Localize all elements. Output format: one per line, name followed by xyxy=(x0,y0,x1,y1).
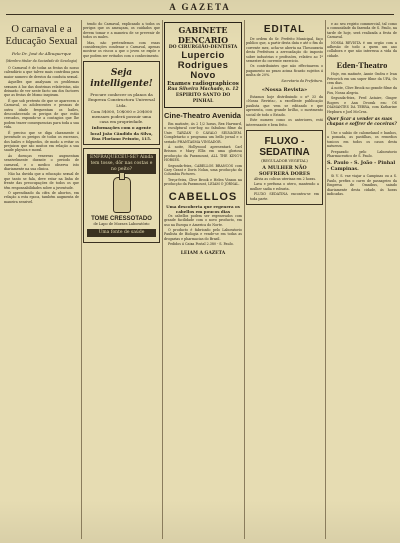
fluxo-paragraph: FLUXO SEDATINA encontra-se em toda parte. xyxy=(250,192,319,201)
cinema-paragraph: Terça-feira, Clive Brook e Helen Vinson na producção da Paramount, LEIAM O JORNAL. xyxy=(164,177,242,187)
coceiras-headline: Quer ficar a vender as suas chapas e soffrer de coceiras? xyxy=(327,116,397,128)
carnaval-headline: O carnaval e a Educação Sexual xyxy=(5,24,78,47)
column-5 xyxy=(327,22,397,539)
cressotado-ad xyxy=(83,148,160,243)
article-paragraph: O aprendizado da cifra de abortos, em relação a esta epoca, também augmenta de maneira sensivel. xyxy=(4,190,79,204)
article-byline: Pelo Dr. José de Albuquerque xyxy=(11,51,72,56)
ad-paragraph: Procure conhecer os planos da Empreza Constructora Universal Ltda. xyxy=(88,92,155,108)
nossa-revista-headline: «Nossa Revista» xyxy=(261,87,308,94)
cabellos-body xyxy=(164,214,242,247)
eden-paragraph: Segunda-feira, Fred Astaire, Ginger Rogers e Ann Dvorak em: OS DIAMANTES DA TERRA, com Katharine Hepburn e Joel McCrea. xyxy=(327,96,397,114)
article-paragraph: É que sob pretexto de que se aparecem o Carnaval, os adolescentes e pessoas de outra idade frequentam os bailes, desconhecendo os perigos de que estão cercados, expondo-se a contagios que lhe podem trazer consequencias para toda a sua vida. xyxy=(4,98,79,130)
article-paragraph: e ao seu registo commercial, tal como a comunidade da fazenda de S. Paulo, na tarde de hoje, será realizada a festa de Carnaval. xyxy=(327,22,397,40)
revista-paragraph: Este numero como os anteriores, está interessante e bem feito. xyxy=(246,118,323,127)
cressotado-maker: de Lapo de Moraes Laboratório xyxy=(93,222,150,227)
nossa-revista-body xyxy=(246,95,323,127)
cinema-paragraph: Em matinée, ás 2 1/2 horas, Rex Harward, o esculptural cow-boy, no fabuloso filme da Univ. TARZAN O CAVALO SELVAGEM. Completarão o programa um bello jornal e o seriado PHANTASMA VINGADOR. xyxy=(164,122,242,144)
eden-paragraph: Hoje, em matinée, Annie Ondra e Ivan Petrovich em um super filme da UFA, Os cem dias. xyxy=(327,72,397,86)
edital-signature: Secretaria da Prefeitura. xyxy=(281,78,323,83)
column-2 xyxy=(83,22,160,539)
article-paragraph: Mas, não pretendemos com essas considerações condenar o Carnaval, apenas mostrar os riscos a que o joven se expõe e que podem ser evitados com o conhecimento. xyxy=(83,40,160,58)
dentist-exams: Exames radiographicos xyxy=(167,81,239,87)
seja-headline: Seja intelligente! xyxy=(90,68,153,90)
revista-paragraph: Estamos hoje distribuindo o nº 33 da «Nossa Revista», a excellente publicação paulista que vem se editando e que apresenta, com grande brilho, o movimento social de todo o Estado. xyxy=(246,95,323,117)
column-3 xyxy=(164,22,242,539)
dentist-town: ESPIRITO SANTO DO PINHAL xyxy=(175,93,231,104)
dentist-name: Lupercio Rodrigues Novo xyxy=(177,50,229,81)
masthead xyxy=(0,2,400,16)
column-divider xyxy=(162,20,163,539)
fluxo-paragraph: Lava e perfuma o utero, mantendo a mulher sadia e robusta. xyxy=(250,182,319,191)
ad-paragraph: Com 5$000, 10$000 e 20$000 mensaes poderá possuir uma casa em propriedade. xyxy=(90,108,153,125)
article-paragraph: NOSSA REVISTA é um orgão com a adhesão de todo a quem um ano collabora e que não interessa a vida da cidade. xyxy=(327,40,397,58)
newspaper-title: A GAZETA xyxy=(169,2,231,12)
column-5-top xyxy=(327,22,397,58)
dentist-address: Rua Silveira Machado, n. 12 xyxy=(167,87,239,92)
cinema-body xyxy=(164,122,242,187)
coceiras-paragraph: Preparado pelo Laboratorio Pharmaceutico de S. Paulo. xyxy=(327,149,397,158)
seja-body xyxy=(87,92,156,141)
fluxo-body xyxy=(250,177,319,201)
cabellos-headline: CABELLOS xyxy=(168,190,238,203)
dentist-subtitle: DO CIRURGIÃO-DENTISTA xyxy=(168,45,238,50)
seja-intelligente-ad xyxy=(83,61,160,145)
cinema-headline: Cine-Theatro Avenida xyxy=(164,111,241,120)
column-divider xyxy=(81,20,82,539)
byline-note: (Membro titular da Sociedade de Sexologia) xyxy=(5,59,78,63)
carnaval-article-continuation xyxy=(83,22,160,58)
dentist-title: GABINETE DENCARIO xyxy=(177,25,229,45)
column-4 xyxy=(246,22,323,539)
column-divider xyxy=(325,20,326,539)
eden-paragraph: Á noite, Clive Brook no grande filme da Fox, Nossa alegria. xyxy=(327,86,397,95)
article-paragraph: O Carnaval é de todas as festas do nosso calendário a que talvez mais contribua para maior numero de desvios da conduta sexual. xyxy=(4,66,79,79)
article-paragraph: tendo do Carnaval, explicando a todos os perigos que os ameaçam, os cuidados que devem tomar e a maneira de se prevenir de todos os males. xyxy=(83,22,160,40)
route-headline: S. Paulo - S. João - Pinhal - Campinas. xyxy=(327,160,396,173)
fluxo-regulator: (REGULADOR VEGETAL) xyxy=(261,158,308,163)
fluxo-headline: FLUXO - SEDATINA xyxy=(259,135,310,158)
edital-paragraph: Os contribuintes que não effectuarem o pagamento no prazo acima ficarão sujeitos á multa de 20%. xyxy=(246,64,323,78)
route-body xyxy=(327,174,397,196)
cressotado-product: TOME CRESSOTADO xyxy=(91,216,152,223)
cressotado-top: ENFRAQUECEU-SE? Ainda tem tosse, dôr nas costas e no peito? xyxy=(87,154,156,174)
ad-paragraph: Informações com o agente local João Cândido da Silva, Rua Floriano Peixoto, 115. xyxy=(90,125,153,141)
fluxo-paragraph: Alivia as colicas uterinas em 2 horas. xyxy=(254,176,317,181)
cabellos-subheadline: Uma descoberta que regenera os cabellos em poucos dias xyxy=(166,203,240,214)
column-divider xyxy=(244,20,245,539)
eden-body xyxy=(327,72,397,114)
cabellos-paragraph: O producto é fabricado pelo Laboratorio Paulista de Biologia e vende-se em todas as drogarias e pharmacias do Brasil. xyxy=(164,227,242,241)
cinema-paragraph: Segunda-feira, CABELLOS BRANCOS com Cary Grant e Doris Nolan, uma producção da Columbia Pictures. xyxy=(164,163,242,177)
cabellos-paragraph: Pedidos á Caixa Postal 2.380 - S. Paulo. xyxy=(168,242,234,247)
medicine-bottle-icon xyxy=(113,177,131,213)
cressotado-bottom: Uma fonte de saúde xyxy=(87,229,156,237)
fluxo-sedatina-ad xyxy=(246,130,323,205)
article-paragraph: Não ha duvida que a educação sexual de que tanto se fala, deve estar na linha de frente das preocupações de todos os que têm responsabilidades sobre a juventude. xyxy=(4,172,79,190)
edital-paragraph: De ordem do Sr. Prefeito Municipal, faço publico que, a partir desta data e até o fim do corrente mez, acha-se aberta na Thesouraria desta Prefeitura a arrecadação do imposto sobre industrias e profissões, relativo ao 1º semestre do corrente exercicio. xyxy=(246,37,323,64)
article-paragraph: Ás doenças venereas augmentam sensivelmente durante o periodo de carnaval, e o medico observa isto diariamente na sua clinica. xyxy=(4,153,79,171)
coceiras-body xyxy=(327,131,397,158)
coceiras-paragraph: Use o sabão de calomelanol e banhos, a pomada, as pastilhas, os remedios tonicos em todos os casos desta natureza. xyxy=(327,130,397,149)
article-paragraph: É preciso que se diga claramente á juventude os perigos de todos os excessos, dos bailes e folguedos, de modo a evitar os prejuizos que são muitos em relação a sua saude physica e moral. xyxy=(4,130,79,153)
leiam-footer: LEIAM A GAZETA xyxy=(180,250,226,256)
cabellos-paragraph: Os cabellos podem ser regenerados com grande facilidade com o novo producto, em uso na Europa e America do Norte. xyxy=(164,213,242,227)
dentist-ad xyxy=(164,22,242,108)
edital-body xyxy=(246,37,323,83)
eden-theatro-headline: Eden-Theatro xyxy=(336,60,388,71)
fluxo-tagline: A MULHER NÃO SOFFRERÁ DORES xyxy=(259,164,310,177)
article-paragraph: Aquelles que analysam os problemas sexuaes á luz das doutrinas relativistas, não deixarão de ver neste facto um dos factores que as festas de Momo inspiram. xyxy=(4,80,79,98)
carnaval-article-body xyxy=(4,66,79,204)
column-1 xyxy=(4,22,79,539)
route-paragraph: Si V. S. vae viajar a Campinas ou a S. Paulo, prefira o carro de passageiro da Empresa de Omnibus, saindo diariamente desta cidade, ás horas indicadas. xyxy=(327,174,397,196)
masthead-rule xyxy=(6,14,394,15)
cinema-paragraph: Á noite, Hollywood apresentará Carl Brisson e Mary Ellis em uma gloriosa producção da Paramount, ALL THE KING'S HORSES. xyxy=(164,145,242,163)
edital-headline: EDITAL xyxy=(263,24,306,35)
